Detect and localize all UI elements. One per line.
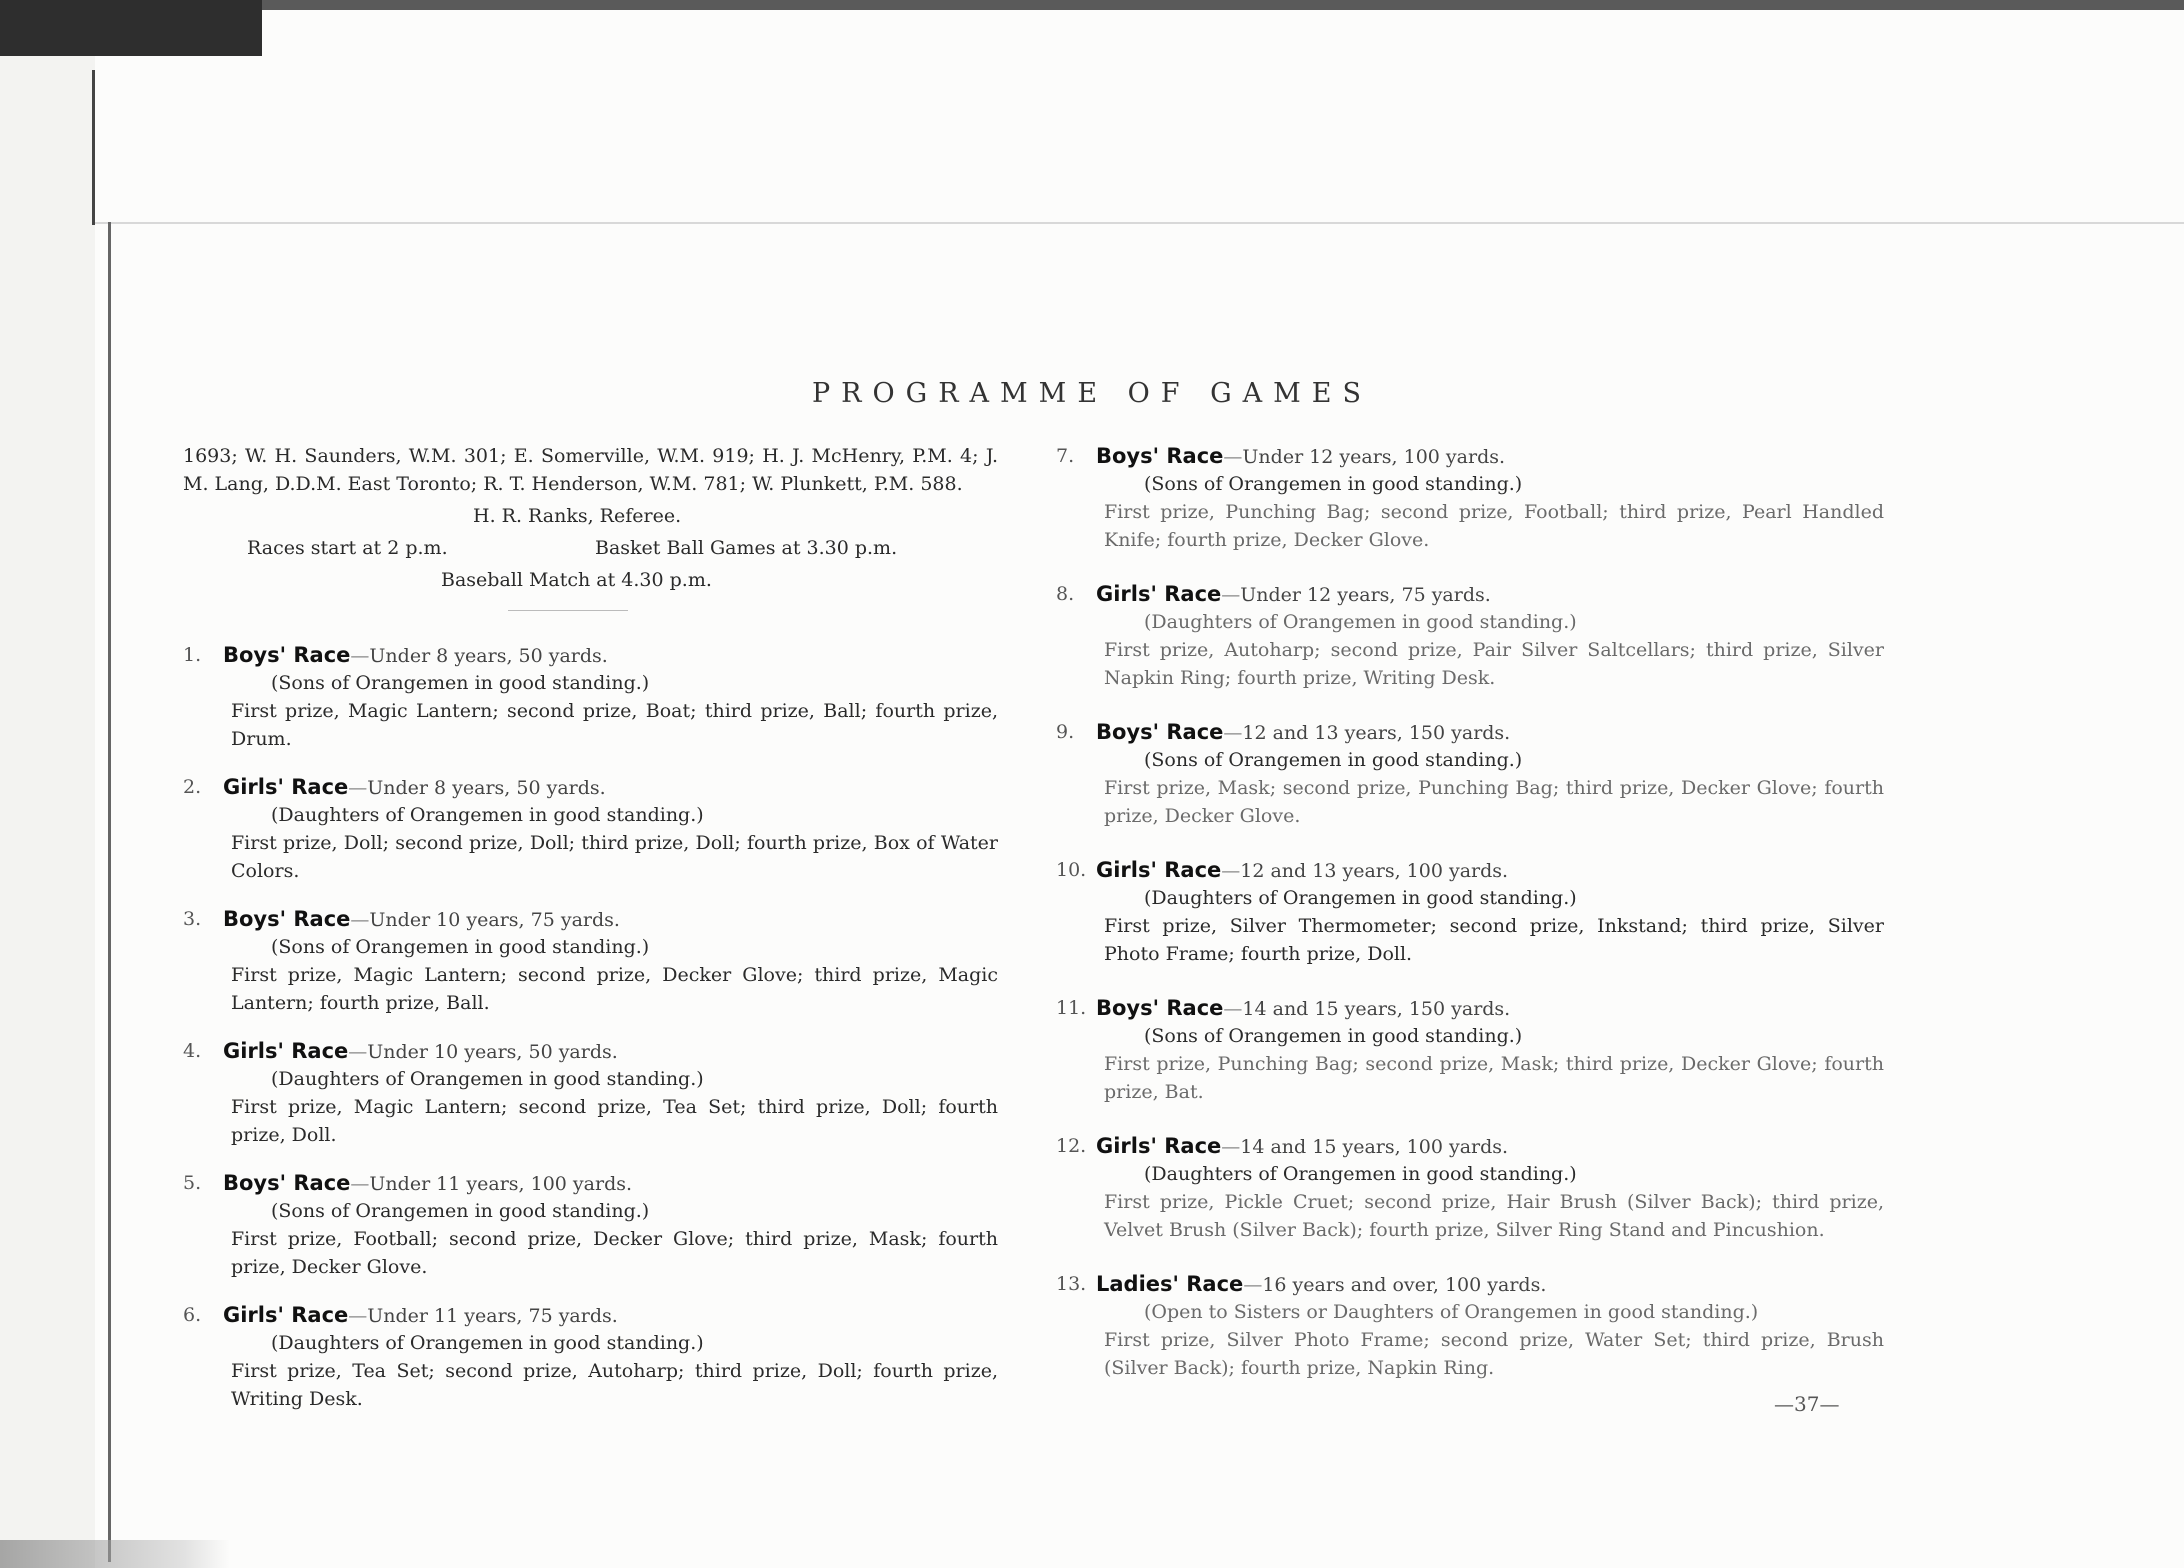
race-eligibility: (Sons of Orangemen in good standing.) bbox=[1144, 1025, 1523, 1047]
race-eligibility: (Sons of Orangemen in good standing.) bbox=[1144, 473, 1523, 495]
race-eligibility: (Daughters of Orangemen in good standing.) bbox=[271, 1068, 704, 1090]
race-number: 6. bbox=[183, 1304, 202, 1326]
race-name: Boys' Race bbox=[1096, 444, 1224, 468]
baseball-time: Baseball Match at 4.30 p.m. bbox=[441, 569, 712, 591]
race-name: Girls' Race bbox=[223, 775, 349, 799]
race-description: Under 12 years, 75 yards. bbox=[1240, 584, 1491, 606]
race-entry-3: 3. Boys' Race—Under 10 years, 75 yards. (Sons of Orangemen in good standing.) First prize, Magic Lantern; second prize, Decker Glove; third prize, Magic Lantern; fourth prize, Ball. bbox=[183, 905, 998, 1017]
race-entry-4: 4. Girls' Race—Under 10 years, 50 yards. (Daughters of Orangemen in good standing.) First prize, Magic Lantern; second prize, Tea Set; third prize, Doll; fourth prize, Doll. bbox=[183, 1037, 998, 1149]
race-number: 13. bbox=[1056, 1273, 1087, 1295]
race-number: 4. bbox=[183, 1040, 202, 1062]
race-number: 5. bbox=[183, 1172, 202, 1194]
race-name: Boys' Race bbox=[1096, 996, 1224, 1020]
race-name: Girls' Race bbox=[1096, 582, 1222, 606]
race-eligibility: (Daughters of Orangemen in good standing.) bbox=[271, 1332, 704, 1354]
race-entry-9: 9. Boys' Race—12 and 13 years, 150 yards. (Sons of Orangemen in good standing.) First prize, Mask; second prize, Punching Bag; third prize, Decker Glove; fourth prize, Decker Glove. bbox=[1056, 718, 1884, 830]
page-title: PROGRAMME OF GAMES bbox=[812, 378, 1372, 409]
race-description: Under 12 years, 100 yards. bbox=[1242, 446, 1506, 468]
race-name: Girls' Race bbox=[1096, 1134, 1222, 1158]
race-prizes: First prize, Magic Lantern; second prize, Decker Glove; third prize, Magic Lantern; fourth prize, Ball. bbox=[231, 964, 998, 1014]
race-prizes: First prize, Doll; second prize, Doll; third prize, Doll; fourth prize, Box of Water Colors. bbox=[231, 832, 998, 882]
schedule-row bbox=[183, 534, 998, 564]
race-description: 14 and 15 years, 100 yards. bbox=[1240, 1136, 1509, 1158]
race-prizes: First prize, Magic Lantern; second prize, Boat; third prize, Ball; fourth prize, Drum. bbox=[231, 700, 998, 750]
race-prizes: First prize, Autoharp; second prize, Pair Silver Saltcellars; third prize, Silver Napkin Ring; fourth prize, Writing Desk. bbox=[1104, 639, 1884, 689]
race-name: Boys' Race bbox=[223, 1171, 351, 1195]
page-binding-line bbox=[108, 222, 111, 1562]
race-prizes: First prize, Magic Lantern; second prize, Tea Set; third prize, Doll; fourth prize, Doll. bbox=[231, 1096, 998, 1146]
race-description: 14 and 15 years, 150 yards. bbox=[1242, 998, 1511, 1020]
race-eligibility: (Daughters of Orangemen in good standing.) bbox=[1144, 1163, 1577, 1185]
race-number: 12. bbox=[1056, 1135, 1087, 1157]
race-name: Girls' Race bbox=[223, 1039, 349, 1063]
race-eligibility: (Sons of Orangemen in good standing.) bbox=[271, 936, 650, 958]
race-entry-13: 13. Ladies' Race—16 years and over, 100 yards. (Open to Sisters or Daughters of Orangemen in good standing.) First prize, Silver Photo Frame; second prize, Water Set; third prize, Brush (Silver Back); fourth prize, Napkin Ring. bbox=[1056, 1270, 1884, 1382]
race-eligibility: (Daughters of Orangemen in good standing.) bbox=[1144, 611, 1577, 633]
race-name: Girls' Race bbox=[1096, 858, 1222, 882]
race-eligibility: (Daughters of Orangemen in good standing.) bbox=[271, 804, 704, 826]
race-description: Under 10 years, 50 yards. bbox=[367, 1041, 618, 1063]
race-description: Under 10 years, 75 yards. bbox=[369, 909, 620, 931]
race-entry-7: 7. Boys' Race—Under 12 years, 100 yards. (Sons of Orangemen in good standing.) First prize, Punching Bag; second prize, Football; third prize, Pearl Handled Knife; fourth prize, Decker Glove. bbox=[1056, 442, 1884, 554]
races-start-time: Races start at 2 p.m. bbox=[247, 537, 448, 559]
race-prizes: First prize, Punching Bag; second prize, Mask; third prize, Decker Glove; fourth prize, Bat. bbox=[1104, 1053, 1884, 1103]
page-edge-line bbox=[92, 70, 95, 225]
race-description: 12 and 13 years, 100 yards. bbox=[1240, 860, 1509, 882]
section-divider bbox=[508, 610, 628, 611]
officials-list: 1693; W. H. Saunders, W.M. 301; E. Somerville, W.M. 919; H. J. McHenry, P.M. 4; J. M. Lang, D.D.M. East Toronto; R. T. Henderson, W.M. 781; W. Plunkett, P.M. 588. bbox=[183, 445, 998, 495]
race-number: 9. bbox=[1056, 721, 1075, 743]
race-description: Under 8 years, 50 yards. bbox=[367, 777, 606, 799]
page-number: —37— bbox=[1774, 1392, 1840, 1416]
race-description: 12 and 13 years, 150 yards. bbox=[1242, 722, 1511, 744]
race-number: 3. bbox=[183, 908, 202, 930]
race-prizes: First prize, Silver Photo Frame; second prize, Water Set; third prize, Brush (Silver Back); fourth prize, Napkin Ring. bbox=[1104, 1329, 1884, 1379]
race-description: Under 8 years, 50 yards. bbox=[369, 645, 608, 667]
race-number: 7. bbox=[1056, 445, 1075, 467]
race-description: Under 11 years, 100 yards. bbox=[369, 1173, 633, 1195]
race-prizes: First prize, Silver Thermometer; second prize, Inkstand; third prize, Silver Photo Frame; fourth prize, Doll. bbox=[1104, 915, 1884, 965]
race-prizes: First prize, Punching Bag; second prize, Football; third prize, Pearl Handled Knife; fourth prize, Decker Glove. bbox=[1104, 501, 1884, 551]
race-number: 10. bbox=[1056, 859, 1087, 881]
race-entry-5: 5. Boys' Race—Under 11 years, 100 yards. (Sons of Orangemen in good standing.) First prize, Football; second prize, Decker Glove; third prize, Mask; fourth prize, Decker Glove. bbox=[183, 1169, 998, 1281]
race-name: Boys' Race bbox=[223, 907, 351, 931]
race-eligibility: (Sons of Orangemen in good standing.) bbox=[271, 1200, 650, 1222]
scan-smudge bbox=[0, 1540, 230, 1568]
basketball-time: Basket Ball Games at 3.30 p.m. bbox=[595, 537, 898, 559]
race-prizes: First prize, Pickle Cruet; second prize, Hair Brush (Silver Back); third prize, Velvet Brush (Silver Back); fourth prize, Silver Ring Stand and Pincushion. bbox=[1104, 1191, 1884, 1241]
race-entry-12: 12. Girls' Race—14 and 15 years, 100 yards. (Daughters of Orangemen in good standing.) First prize, Pickle Cruet; second prize, Hair Brush (Silver Back); third prize, Velvet Brush (Silver Back); fourth prize, Silver Ring Stand and Pincushion. bbox=[1056, 1132, 1884, 1244]
race-eligibility: (Sons of Orangemen in good standing.) bbox=[1144, 749, 1523, 771]
race-description: 16 years and over, 100 yards. bbox=[1262, 1274, 1547, 1296]
race-eligibility: (Open to Sisters or Daughters of Orangemen in good standing.) bbox=[1144, 1301, 1759, 1323]
race-name: Ladies' Race bbox=[1096, 1272, 1244, 1296]
race-entry-11: 11. Boys' Race—14 and 15 years, 150 yards. (Sons of Orangemen in good standing.) First prize, Punching Bag; second prize, Mask; third prize, Decker Glove; fourth prize, Bat. bbox=[1056, 994, 1884, 1106]
race-entry-10: 10. Girls' Race—12 and 13 years, 100 yards. (Daughters of Orangemen in good standing.) First prize, Silver Thermometer; second prize, Inkstand; third prize, Silver Photo Frame; fourth prize, Doll. bbox=[1056, 856, 1884, 968]
race-entry-2: 2. Girls' Race—Under 8 years, 50 yards. (Daughters of Orangemen in good standing.) First prize, Doll; second prize, Doll; third prize, Doll; fourth prize, Box of Water Colors. bbox=[183, 773, 998, 885]
race-name: Boys' Race bbox=[223, 643, 351, 667]
page-fold-line bbox=[95, 222, 2184, 224]
race-prizes: First prize, Tea Set; second prize, Autoharp; third prize, Doll; fourth prize, Writing Desk. bbox=[231, 1360, 998, 1410]
race-eligibility: (Sons of Orangemen in good standing.) bbox=[271, 672, 650, 694]
race-description: Under 11 years, 75 yards. bbox=[367, 1305, 618, 1327]
race-entry-6: 6. Girls' Race—Under 11 years, 75 yards. (Daughters of Orangemen in good standing.) First prize, Tea Set; second prize, Autoharp; third prize, Doll; fourth prize, Writing Desk. bbox=[183, 1301, 998, 1413]
race-number: 2. bbox=[183, 776, 202, 798]
right-column bbox=[1056, 442, 1884, 1382]
left-column bbox=[183, 442, 998, 1413]
scan-top-edge bbox=[0, 0, 2184, 10]
race-name: Boys' Race bbox=[1096, 720, 1224, 744]
race-eligibility: (Daughters of Orangemen in good standing.) bbox=[1144, 887, 1577, 909]
race-entry-8: 8. Girls' Race—Under 12 years, 75 yards. (Daughters of Orangemen in good standing.) First prize, Autoharp; second prize, Pair Silver Saltcellars; third prize, Silver Napkin Ring; fourth prize, Writing Desk. bbox=[1056, 580, 1884, 692]
race-name: Girls' Race bbox=[223, 1303, 349, 1327]
race-prizes: First prize, Football; second prize, Decker Glove; third prize, Mask; fourth prize, Decker Glove. bbox=[231, 1228, 998, 1278]
race-number: 1. bbox=[183, 644, 202, 666]
race-number: 8. bbox=[1056, 583, 1075, 605]
race-entry-1: 1. Boys' Race—Under 8 years, 50 yards. (Sons of Orangemen in good standing.) First prize, Magic Lantern; second prize, Boat; third prize, Ball; fourth prize, Drum. bbox=[183, 641, 998, 753]
race-prizes: First prize, Mask; second prize, Punching Bag; third prize, Decker Glove; fourth prize, Decker Glove. bbox=[1104, 777, 1884, 827]
scan-corner-shadow bbox=[0, 0, 262, 56]
referee-line: H. R. Ranks, Referee. bbox=[473, 505, 682, 527]
race-number: 11. bbox=[1056, 997, 1087, 1019]
